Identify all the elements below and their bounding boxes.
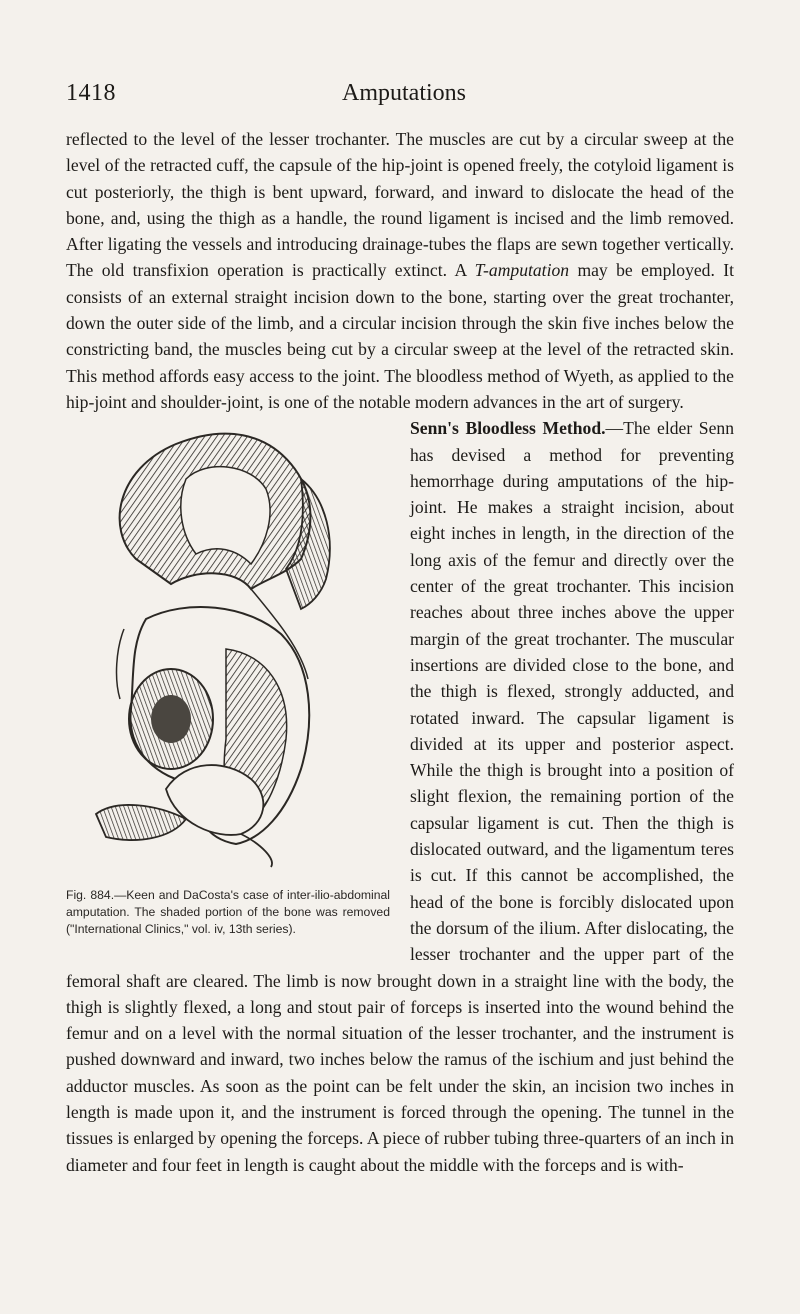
page-number: 1418 [66, 80, 116, 106]
paragraph-1-text-a: reflected to the level of the lesser trochanter. The muscles are cut by a circular sweep at the level of the retracted cuff, the capsule of the hip-joint is opened freely, the cotyloid ligament is cut posteriorly, the thigh is bent upward, forward, and inward to dislocate the head of the bone, and, using the thigh as a handle, the round ligament is incised and the limb removed. After ligating the vessels and introducing drainage-tubes the flaps are sewn together vertically. The old transfixion operation is practically extinct. A [66, 129, 734, 281]
pelvis-illustration [76, 419, 366, 869]
paragraph-1 [66, 126, 734, 415]
body-text [66, 126, 734, 1178]
running-head: Amputations [342, 80, 466, 106]
section-heading: Senn's Bloodless Method. [410, 418, 606, 439]
t-amputation-term: T-amputation [474, 260, 570, 281]
paragraph-2-text: —The elder Senn has devised a method for preventing hemorrhage during amputations of the hip-joint. He makes a straight incision, about eight inches in length, in the direction of the long axis of the femur and directly over the center of the great trochanter. This incision reaches about three inches above the upper margin of the great trochanter. The muscular insertions are divided close to the bone, and the thigh is flexed, strongly adducted, and rotated inward. The capsular ligament is divided at its upper and posterior aspect. While the thigh is brought into a position of slight flexion, the remaining portion of the capsular ligament is cut. Then the thigh is dislocated outward, and the ligamentum teres is cut. If this cannot be accomplished, the head of the bone is forcibly dislocated upon the dorsum of the ilium. After dislocating, the lesser trochanter and the upper part of the femoral shaft are cleared. The limb is now brought down in a straight line with the body, the thigh is slightly flexed, a long and stout pair of forceps is inserted into the wound behind the femur and on a level with the normal situation of the lesser trochanter, and the instrument is pushed downward and inward, two inches below the ramus of the ischium and just behind the adductor muscles. As soon as the point can be felt under the skin, an incision two inches in length is made upon it, and the instrument is forced through the opening. The tunnel in the tissues is enlarged by opening the forceps. A piece of rubber tubing three-quarters of an inch in diameter and four feet in length is caught about the middle with the forceps and is with- [66, 418, 734, 1175]
figure-884 [66, 419, 396, 947]
figure-caption: Fig. 884.—Keen and DaCosta's case of inter-ilio-abdominal amputation. The shaded portion of the bone was removed ("International Clinics," vol. iv, 13th series). [66, 888, 390, 937]
paragraph-1-text-b: may be employed. It consists of an external straight incision down to the bone, starting over the great trochanter, down the outer side of the limb, and a circular incision through the skin five inches below the constricting band, the muscles being cut by a circular sweep at the level of the retracted skin. This method affords easy access to the joint. The bloodless method of Wyeth, as applied to the hip-joint and shoulder-joint, is one of the notable modern advances in the art of surgery. [66, 260, 735, 412]
page-header [66, 80, 734, 116]
